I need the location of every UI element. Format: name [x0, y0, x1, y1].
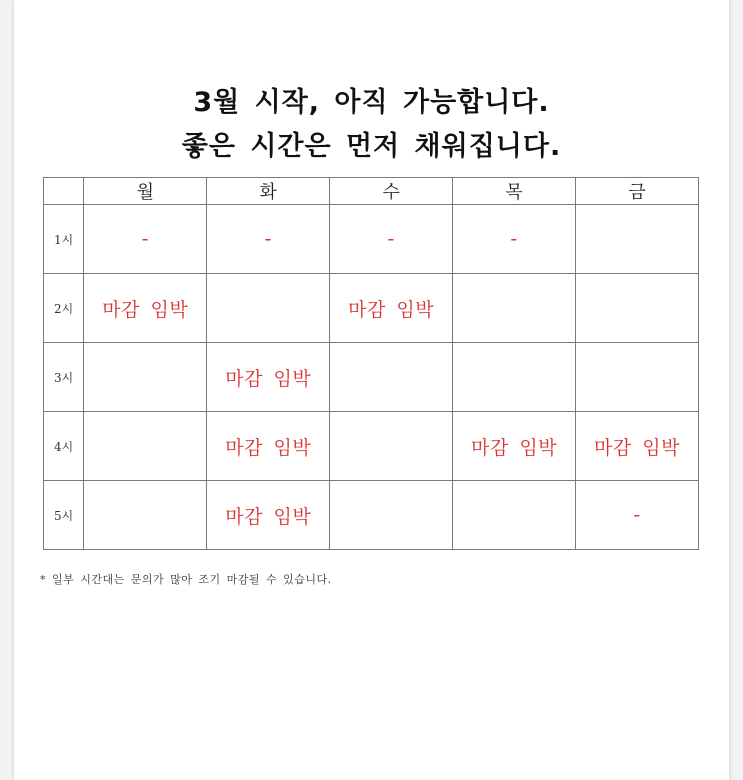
day-header-tue: 화 [207, 178, 330, 205]
slot-cell [453, 274, 576, 343]
footnote: * 일부 시간대는 문의가 많아 조기 마감될 수 있습니다. [40, 573, 332, 586]
hour-label: 2시 [44, 274, 84, 343]
slot-cell [453, 343, 576, 412]
title-line-2: 좋은 시간은 먼저 채워집니다. [181, 131, 562, 162]
day-header-fri: 금 [576, 178, 699, 205]
slot-cell: 마감 임박 [84, 274, 207, 343]
day-header-thu: 목 [453, 178, 576, 205]
hour-label: 3시 [44, 343, 84, 412]
slot-cell [576, 274, 699, 343]
slot-cell: - [453, 205, 576, 274]
slot-cell: 마감 임박 [330, 274, 453, 343]
slot-cell: - [84, 205, 207, 274]
slot-cell: - [576, 481, 699, 550]
hour-label: 5시 [44, 481, 84, 550]
hour-label: 1시 [44, 205, 84, 274]
slot-cell [84, 343, 207, 412]
table-row [44, 205, 699, 274]
table-row [44, 481, 699, 550]
slot-cell [576, 343, 699, 412]
header-row [44, 178, 699, 205]
slot-cell [84, 412, 207, 481]
slot-cell [453, 481, 576, 550]
slot-cell [330, 481, 453, 550]
title-line-1: 3월 시작, 아직 가능합니다. [193, 87, 550, 118]
slot-cell [576, 205, 699, 274]
slot-cell: 마감 임박 [207, 412, 330, 481]
day-header-wed: 수 [330, 178, 453, 205]
hour-label: 4시 [44, 412, 84, 481]
slot-cell [330, 412, 453, 481]
slot-cell: - [207, 205, 330, 274]
table-row [44, 343, 699, 412]
slot-cell: 마감 임박 [207, 481, 330, 550]
slot-cell [84, 481, 207, 550]
slot-cell: 마감 임박 [576, 412, 699, 481]
slot-cell [330, 343, 453, 412]
day-header-mon: 월 [84, 178, 207, 205]
slot-cell: 마감 임박 [207, 343, 330, 412]
table-row [44, 274, 699, 343]
slot-cell [207, 274, 330, 343]
schedule-table [43, 177, 699, 550]
slot-cell: 마감 임박 [453, 412, 576, 481]
slot-cell: - [330, 205, 453, 274]
table-row [44, 412, 699, 481]
corner-cell [44, 178, 84, 205]
